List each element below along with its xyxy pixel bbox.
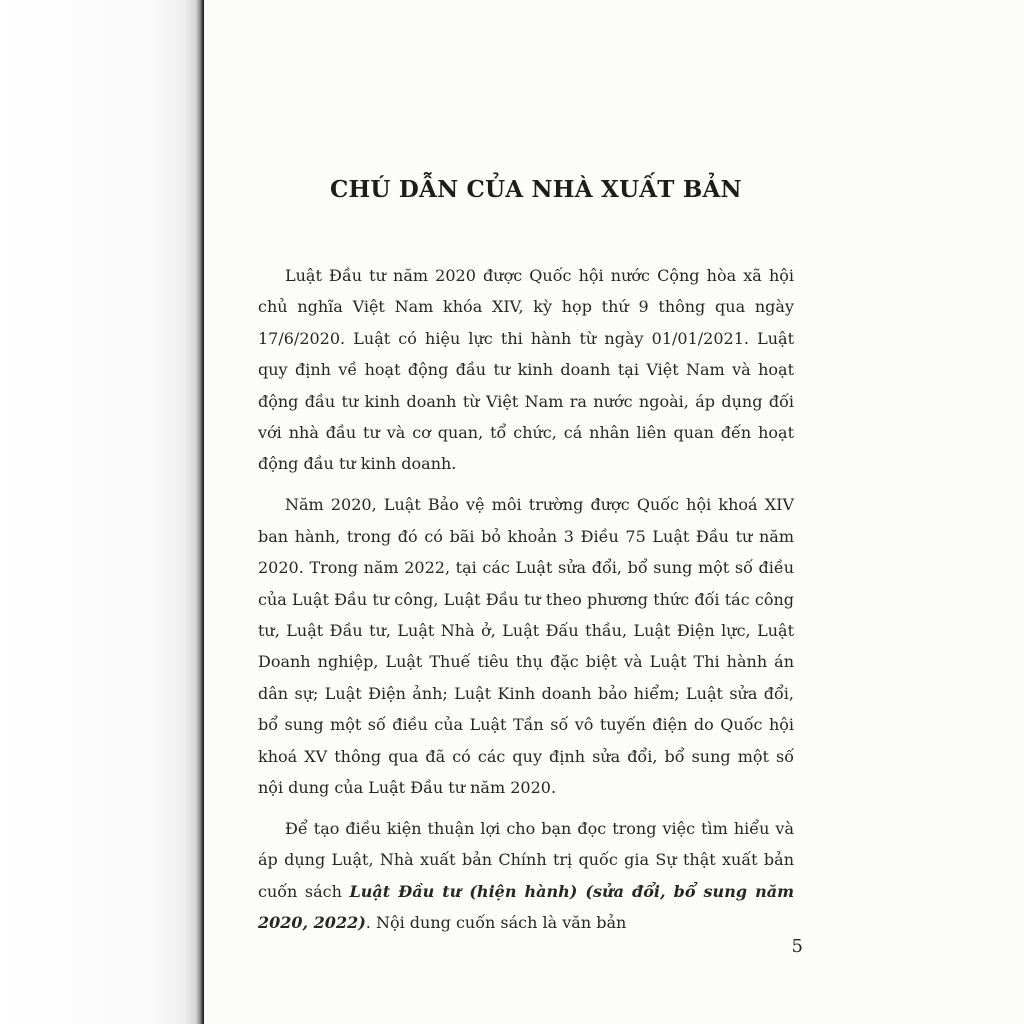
paragraph-publication-intro: Để tạo điều kiện thuận lợi cho bạn đọc trong việc tìm hiểu và áp dụng Luật, Nhà xuất bản Chính trị quốc gia Sự thật xuất bản cuốn sách [258,818,794,901]
page-heading: CHÚ DẪN CỦA NHÀ XUẤT BẢN [330,176,742,203]
paragraph-amendments: Năm 2020, Luật Bảo vệ môi trường được Quốc hội khoá XIV ban hành, trong đó có bãi bỏ khoản 3 Điều 75 Luật Đầu tư năm 2020. Trong năm 2022, tại các Luật sửa đổi, bổ sung một số điều của Luật Đầu tư công, Luật Đầu tư theo phương thức đối tác công tư, Luật Đầu tư, Luật Nhà ở, Luật Đấu thầu, Luật Điện lực, Luật Doanh nghiệp, Luật Thuế tiêu thụ đặc biệt và Luật Thi hành án dân sự; Luật Điện ảnh; Luật Kinh doanh bảo hiểm; Luật sửa đổi, bổ sung một số điều của Luật Tần số vô tuyến điện do Quốc hội khoá XV thông qua đã có các quy định sửa đổi, bổ sung một số nội dung của Luật Đầu tư năm 2020. [258,495,794,797]
paragraph-investment-law-2020: Luật Đầu tư năm 2020 được Quốc hội nước Cộng hòa xã hội chủ nghĩa Việt Nam khóa XIV, kỳ họp thứ 9 thông qua ngày 17/6/2020. Luật có hiệu lực thi hành từ ngày 01/01/2021. Luật quy định về hoạt động đầu tư kinh doanh tại Việt Nam và hoạt động đầu tư kinh doanh từ Việt Nam ra nước ngoài, áp dụng đối với nhà đầu tư và cơ quan, tổ chức, cá nhân liên quan đến hoạt động đầu tư kinh doanh. [258,266,794,474]
book-title: Luật Đầu tư (hiện hành) (sửa đổi, bổ sung năm 2020, 2022) [258,881,795,933]
paragraph-publication [258,813,794,939]
page-number: 5 [791,936,803,957]
paragraph-publication-continuation: . Nội dung cuốn sách là văn bản [365,913,627,933]
book-spine-shadow [0,0,204,1024]
body-text [258,260,794,948]
